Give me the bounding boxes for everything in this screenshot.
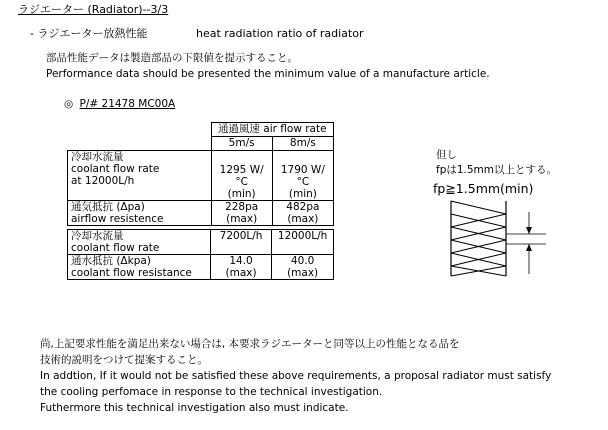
closing-en-3: Futhermore this technical investigation also must indicate. <box>40 402 349 414</box>
row-label-en: coolant flow rate <box>71 242 160 254</box>
cell-value: 14.0 <box>229 255 253 267</box>
row-label-jp: 冷却水流量 <box>71 151 124 163</box>
row-label-en: coolant flow resistance <box>71 267 192 279</box>
cell-qualifier: (min) <box>227 188 256 200</box>
intro-jp: 部品性能データは製造部品の下限値を提示すること。 <box>46 52 298 64</box>
part-number-line <box>64 98 175 111</box>
cell-value: 482pa <box>286 201 320 213</box>
row-label-jp: 通水抵抗 (Δkpa) <box>71 255 151 267</box>
row-label-jp: 通気抵抗 (Δpa) <box>71 201 145 213</box>
row-label-en: coolant flow rate <box>71 163 160 175</box>
section-title-en: heat radiation ratio of radiator <box>196 27 364 40</box>
closing-jp-2: 技術的説明をつけて提案すること。 <box>40 354 208 366</box>
cell-value: 7200L/h <box>219 230 263 242</box>
page-heading: ラジエーター (Radiator)--3/3 <box>18 3 169 16</box>
cell-value: 228pa <box>225 201 259 213</box>
closing-en-1: In addtion, If it would not be satisfied these above requirements, a proposal radiator must satisfy <box>40 370 552 382</box>
note-pitch-rule: fpは1.5mm以上とする。 <box>436 164 558 176</box>
table-row <box>68 255 334 280</box>
part-number: P/# 21478 MC00A <box>79 98 176 110</box>
fin-pitch-diagram <box>420 196 560 282</box>
speed-8: 8m/s <box>272 137 333 151</box>
cell-value: 1790 W/°C <box>280 164 325 188</box>
coolant-flow-table <box>67 229 334 280</box>
row-label-jp: 冷却水流量 <box>71 230 124 242</box>
closing-jp-1: 尚,上記要求性能を満足出来ない場合は, 本要求ラジエーターと同等以上の性能となる品を <box>40 338 460 350</box>
cell-qualifier: (max) <box>287 267 319 279</box>
speed-5: 5m/s <box>211 137 272 151</box>
fin-pitch-formula: fp≧1.5mm(min) <box>433 181 534 196</box>
closing-en-2: the cooling perfomace in response to the technical investigation. <box>40 386 383 398</box>
cell-qualifier: (max) <box>287 213 319 225</box>
table-row <box>68 201 334 226</box>
table-row <box>68 230 334 255</box>
bullseye-icon: ◎ <box>64 98 74 110</box>
cell-value: 40.0 <box>290 255 315 267</box>
row-label-en: at 12000L/h <box>71 175 135 187</box>
note-proviso: 但し <box>436 149 457 161</box>
row-label-en: airflow resistence <box>71 213 164 225</box>
section-title-jp: - ラジエーター放熱性能 <box>30 27 148 40</box>
cell-value: 1295 W/°C <box>219 164 264 188</box>
cell-qualifier: (max) <box>225 267 257 279</box>
air-flow-header: 通過風速 air flow rate <box>211 123 333 137</box>
intro-en: Performance data should be presented the minimum value of a manufacture article. <box>46 68 490 80</box>
air-flow-table <box>67 122 334 226</box>
cell-qualifier: (min) <box>288 188 317 200</box>
cell-qualifier: (max) <box>226 213 258 225</box>
cell-value: 12000L/h <box>277 230 328 242</box>
table-row <box>68 151 334 201</box>
